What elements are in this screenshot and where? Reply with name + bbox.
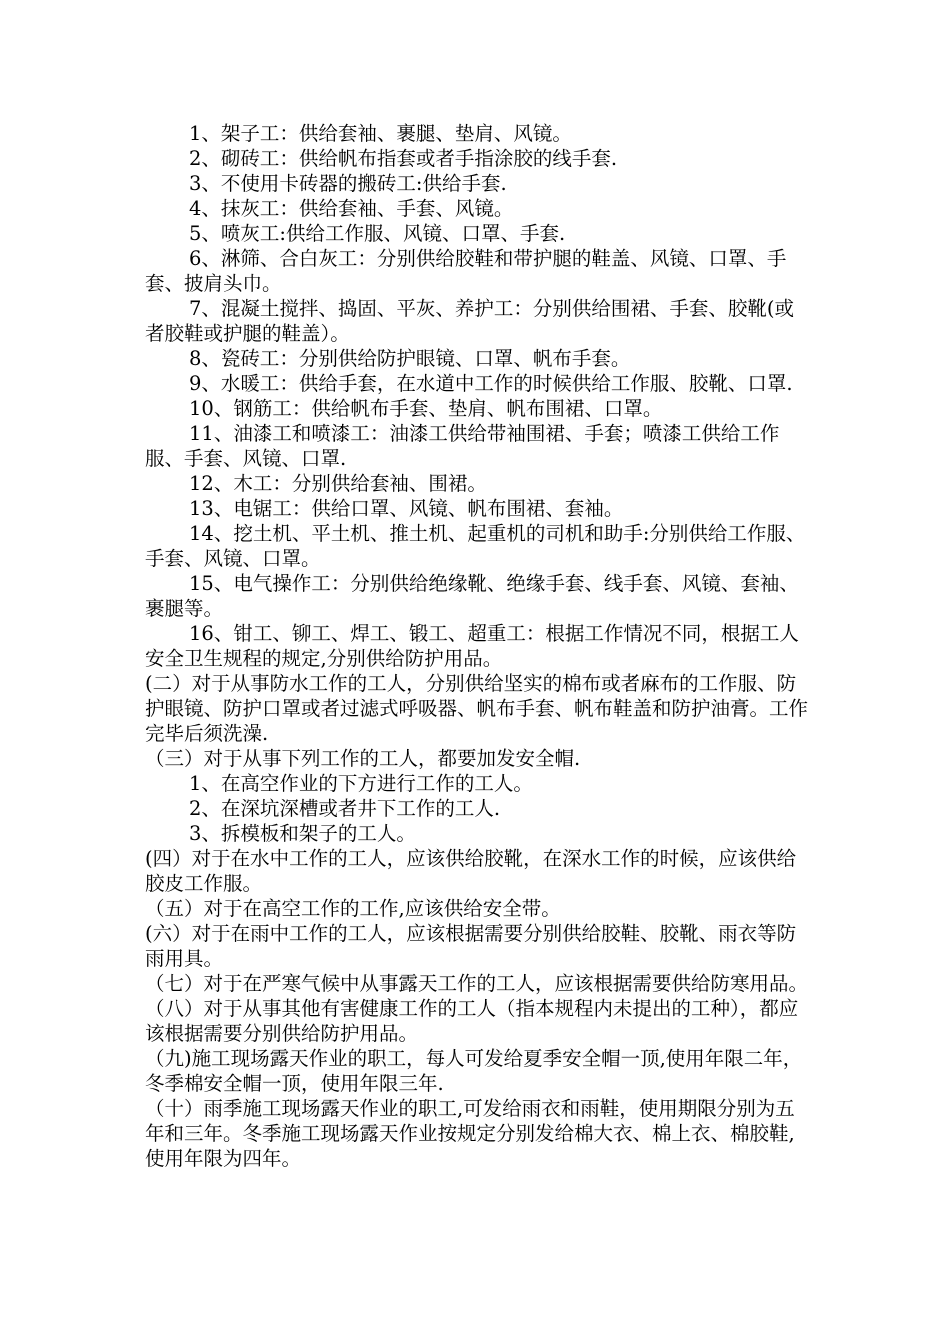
paragraph: 2、砌砖工：供给帆布指套或者手指涂胶的线手套.	[189, 147, 618, 170]
paragraph: 7、混凝土搅拌、捣固、平灰、养护工：分别供给围裙、手套、胶靴(或者胶鞋或护腿的鞋盖）。	[145, 297, 795, 345]
paragraph: 1、架子工：供给套袖、裹腿、垫肩、风镜。	[189, 122, 572, 145]
paragraph: 3、拆模板和架子的工人。	[189, 822, 416, 845]
paragraph: 4、抹灰工：供给套袖、手套、风镜。	[189, 197, 514, 220]
paragraph: 11、油漆工和喷漆工：油漆工供给带袖围裙、手套；喷漆工供给工作服、手套、风镜、口罩.	[145, 422, 780, 470]
paragraph: (六）对于在雨中工作的工人，应该根据需要分别供给胶鞋、胶靴、雨衣等防雨用具。	[145, 922, 797, 970]
paragraph: （八）对于从事其他有害健康工作的工人（指本规程内未提出的工种），都应该根据需要分别供给防护用品。	[145, 997, 799, 1045]
paragraph: 12、木工：分别供给套袖、围裙。	[189, 472, 487, 495]
paragraph: 14、挖土机、平土机、推土机、起重机的司机和助手:分别供给工作服、手套、风镜、口罩。	[145, 522, 806, 570]
paragraph: （十）雨季施工现场露天作业的职工,可发给雨衣和雨鞋，使用期限分别为五年和三年。冬季施工现场露天作业按规定分别发给棉大衣、棉上衣、棉胶鞋,使用年限为四年。	[145, 1097, 795, 1170]
paragraph: 3、不使用卡砖器的搬砖工:供给手套.	[189, 172, 507, 195]
paragraph: (四）对于在水中工作的工人，应该供给胶靴，在深水工作的时候，应该供给胶皮工作服。	[145, 847, 797, 895]
paragraph: （三）对于从事下列工作的工人，都要加发安全帽.	[145, 747, 581, 770]
paragraph: 1、在高空作业的下方进行工作的工人。	[189, 772, 533, 795]
paragraph: （七）对于在严寒气候中从事露天工作的工人，应该根据需要供给防寒用品。	[145, 972, 809, 995]
paragraph: 16、钳工、铆工、焊工、锻工、超重工：根据工作情况不同，根据工人安全卫生规程的规定,分别供给防护用品。	[145, 622, 799, 670]
paragraph: 13、电锯工：供给口罩、风镜、帆布围裙、套袖。	[189, 497, 624, 520]
paragraph: 8、瓷砖工：分别供给防护眼镜、口罩、帆布手套。	[189, 347, 631, 370]
paragraph: (二）对于从事防水工作的工人，分别供给坚实的棉布或者麻布的工作服、防护眼镜、防护口罩或者过滤式呼吸器、帆布手套、帆布鞋盖和防护油膏。工作完毕后须洗澡.	[145, 672, 809, 745]
paragraph: 5、喷灰工:供给工作服、风镜、口罩、手套.	[189, 222, 566, 245]
paragraph: 6、淋筛、合白灰工：分别供给胶鞋和带护腿的鞋盖、风镜、口罩、手套、披肩头巾。	[145, 247, 787, 295]
paragraph: 2、在深坑深槽或者井下工作的工人.	[189, 797, 501, 820]
paragraph: （九)施工现场露天作业的职工，每人可发给夏季安全帽一顶,使用年限二年，冬季棉安全帽一顶，使用年限三年.	[145, 1047, 803, 1095]
paragraph: 15、电气操作工：分别供给绝缘靴、绝缘手套、线手套、风镜、套袖、裹腿等。	[145, 572, 799, 620]
paragraph: 10、钢筋工：供给帆布手套、垫肩、帆布围裙、口罩。	[189, 397, 663, 420]
paragraph: （五）对于在高空工作的工作,应该供给安全带。	[145, 897, 561, 920]
paragraph: 9、水暖工：供给手套，在水道中工作的时候供给工作服、胶靴、口罩.	[189, 372, 793, 395]
document-body	[145, 121, 810, 1171]
